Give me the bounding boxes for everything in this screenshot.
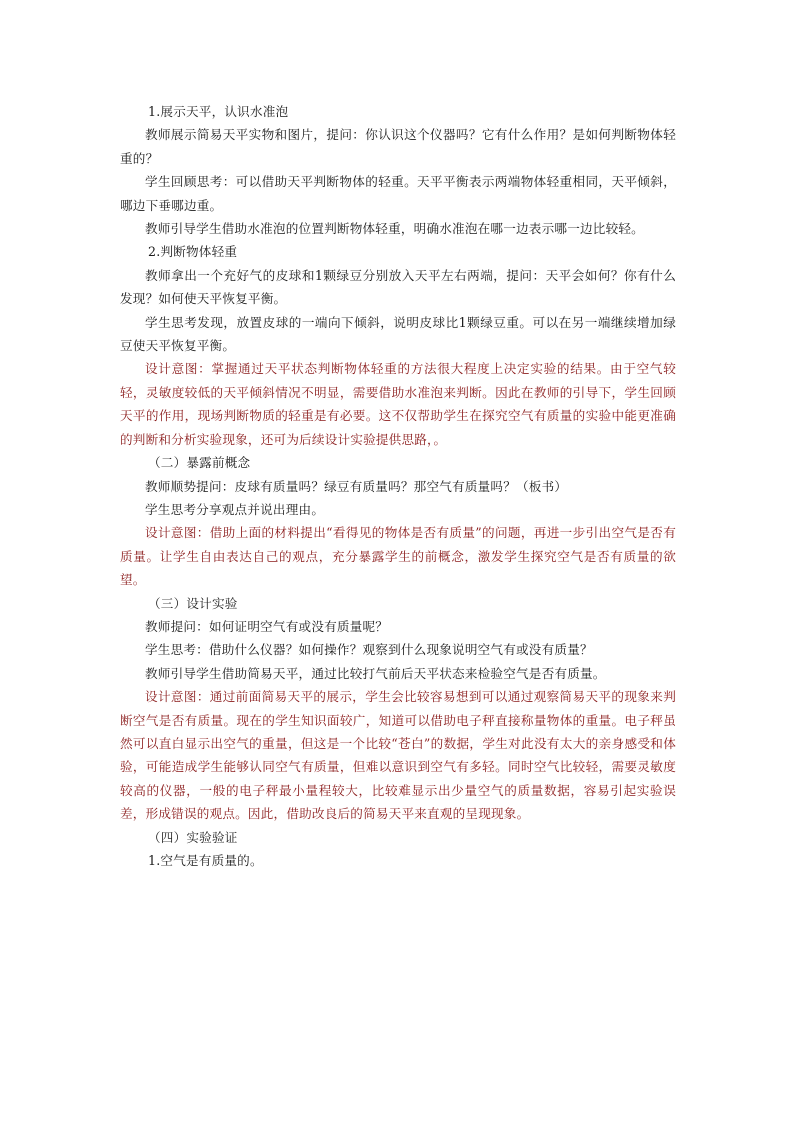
document-page xyxy=(120,100,676,872)
paragraph-student-think-method: 学生思考：借助什么仪器？如何操作？观察到什么现象说明空气有或没有质量？ xyxy=(145,642,593,658)
paragraph-teacher-guide-balance: 教师引导学生借助简易天平，通过比较打气前后天平状态来检验空气是否有质量。 xyxy=(145,665,606,681)
section-heading-verify: （四）实验验证 xyxy=(148,829,238,845)
paragraph-student-discover: 学生思考发现，放置皮球的一端向下倾斜，说明皮球比1颗绿豆重。可以在另一端继续增加绿豆使天平恢复平衡。 xyxy=(120,314,676,354)
paragraph-student-share: 学生思考分享观点并说出理由。 xyxy=(145,501,325,517)
paragraph-teacher-ball-bean: 教师拿出一个充好气的皮球和1颗绿豆分别放入天平左右两端，提问：天平会如何？你有什么发现？如何使天平恢复平衡。 xyxy=(120,267,676,307)
section-heading-design-experiment: （三）设计实验 xyxy=(148,595,238,611)
design-intent-1: 设计意图：掌握通过天平状态判断物体轻重的方法很大程度上决定实验的结果。由于空气较轻，灵敏度较低的天平倾斜情况不明显，需要借助水准泡来判断。因此在教师的引导下，学生回顾天平的作用，现场判断物质的轻重是有必要。这不仅帮助学生在探究空气有质量的实验中能更准确的判断和分析实验现象，还可为后续设计实验提供思路，。 xyxy=(120,361,676,447)
paragraph-teacher-guide-level: 教师引导学生借助水准泡的位置判断物体轻重，明确水准泡在哪一边表示哪一边比较轻。 xyxy=(145,221,644,237)
section-heading-air-has-mass: 1.空气是有质量的。 xyxy=(148,853,263,868)
section-heading-preconception: （二）暴露前概念 xyxy=(148,455,251,471)
paragraph-student-recall: 学生回顾思考：可以借助天平判断物体的轻重。天平平衡表示两端物体轻重相同，天平倾斜，哪边下垂哪边重。 xyxy=(120,174,676,213)
section-heading-judge-weight: 2.判断物体轻重 xyxy=(148,244,238,260)
section-heading-show-balance: 1.展示天平，认识水准泡 xyxy=(148,104,289,119)
design-intent-3: 设计意图：通过前面简易天平的展示，学生会比较容易想到可以通过观察简易天平的现象来判断空气是否有质量。现在的学生知识面较广，知道可以借助电子秤直接称量物体的重量。电子秤虽然可以直白显示出空气的重量，但这是一个比较“苍白”的数据，学生对此没有太大的亲身感受和体验，可能造成学生能够认同空气有质量，但难以意识到空气有多轻。同时空气比较轻，需要灵敏度较高的仪器，一般的电子秤最小量程较大，比较难显示出少量空气的质量数据，容易引起实验误差，形成错误的观点。因此，借助改良后的简易天平来直观的呈现现象。 xyxy=(120,689,676,822)
paragraph-teacher-ask-prove: 教师提问：如何证明空气有或没有质量呢？ xyxy=(145,618,389,634)
design-intent-2: 设计意图：借助上面的材料提出“看得见的物体是否有质量”的问题，再进一步引出空气是否有质量。让学生自由表达自己的观点，充分暴露学生的前概念，激发学生探究空气是否有质量的欲望。 xyxy=(120,525,676,588)
paragraph-teacher-show-balance: 教师展示简易天平实物和图片，提问：你认识这个仪器吗？它有什么作用？是如何判断物体轻重的？ xyxy=(120,127,676,166)
paragraph-teacher-ask-mass: 教师顺势提问：皮球有质量吗？绿豆有质量吗？那空气有质量吗？（板书） xyxy=(145,478,568,494)
